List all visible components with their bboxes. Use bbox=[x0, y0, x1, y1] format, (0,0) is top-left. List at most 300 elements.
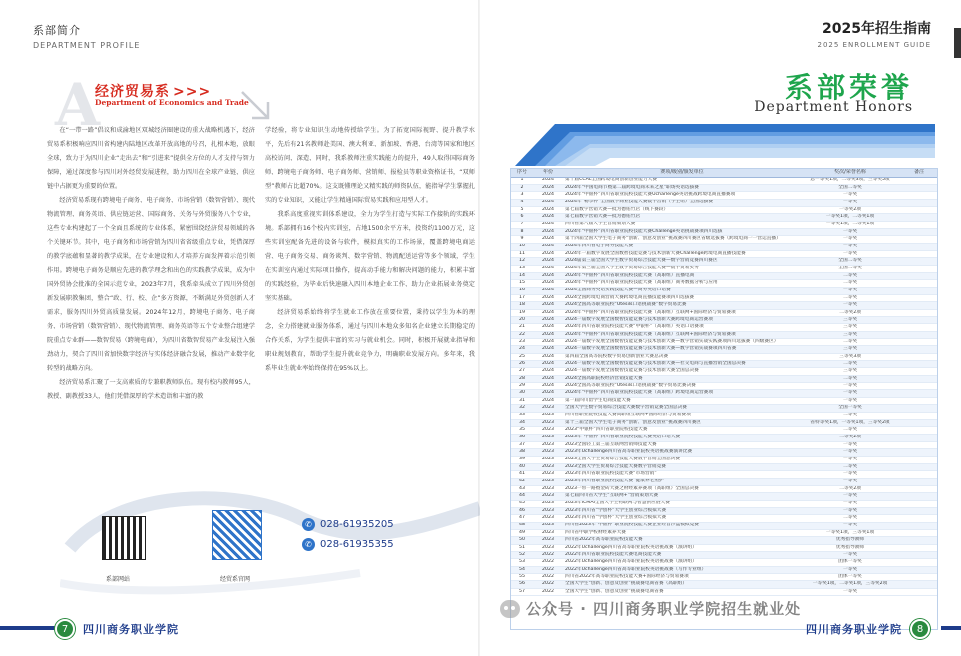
table-cell: 47 bbox=[511, 515, 533, 522]
table-cell bbox=[899, 250, 938, 257]
table-row bbox=[511, 243, 938, 250]
table-cell: 2023 bbox=[533, 522, 563, 529]
intro-paragraph: 经济贸易系汇聚了一支高素质的专兼职教师队伍。现有校内教师95人，教授、副教授33人，他们凭借深厚的学术造诣和丰富的教 bbox=[47, 379, 255, 400]
table-row bbox=[511, 463, 938, 470]
table-cell bbox=[899, 412, 938, 419]
table-cell: 优秀指导教师 bbox=[801, 537, 899, 544]
table-cell: 一等奖 bbox=[801, 522, 899, 529]
table-row bbox=[511, 522, 938, 529]
table-cell: 2024年“中国电商节暨第二届跨境电商未来之星”职场英语选拔赛 bbox=[563, 184, 801, 191]
table-cell: 第十届CCAL全国跨境电商创新创业能力大赛 bbox=[563, 177, 801, 184]
table-cell bbox=[899, 449, 938, 456]
table-cell: 三等奖 bbox=[801, 324, 899, 331]
table-cell: 第七届数字营销大赛—抵为德佑竹店 bbox=[563, 214, 801, 221]
table-cell: 2024年一届数字发展全国数智技能竞赛与技术创新大赛Challenge跨境电商直播技能赛 bbox=[563, 250, 801, 257]
table-row bbox=[511, 375, 938, 382]
table-row bbox=[511, 228, 938, 235]
table-cell: 2024 bbox=[533, 214, 563, 221]
table-cell: 一等奖 bbox=[801, 287, 899, 294]
table-cell: 团体一等奖 bbox=[801, 574, 899, 581]
table-cell: 34 bbox=[511, 419, 533, 426]
table-cell: 2024 bbox=[533, 243, 563, 250]
table-cell: 52 bbox=[511, 552, 533, 559]
table-cell: 四川省2022年高等职业院校技能大赛 bbox=[563, 537, 801, 544]
table-cell: 31 bbox=[511, 397, 533, 404]
table-row bbox=[511, 544, 938, 551]
table-cell: 37 bbox=[511, 441, 533, 448]
page-number-right: 8 bbox=[910, 619, 930, 639]
table-cell: 2023 bbox=[533, 485, 563, 492]
table-row bbox=[511, 317, 938, 324]
table-row bbox=[511, 383, 938, 390]
table-cell: 2023全国大学生贸易综合技能大赛数字营销全国总决赛 bbox=[563, 456, 801, 463]
table-cell: 46 bbox=[511, 507, 533, 514]
table-cell: 2022年Uchallenge四川省高等职业院校英语挑战赛（演讲组） bbox=[563, 559, 801, 566]
table-cell bbox=[899, 346, 938, 353]
table-cell: 全国二等奖 bbox=[801, 258, 899, 265]
table-cell: 三等奖 bbox=[801, 346, 899, 353]
right-header-subtitle: 2025 ENROLLMENT GUIDE bbox=[817, 41, 931, 49]
right-page bbox=[480, 0, 961, 656]
table-cell: 2022 bbox=[533, 552, 563, 559]
table-cell: 2024 bbox=[533, 236, 563, 243]
phone-icon: ✆ bbox=[302, 518, 315, 531]
table-cell: 2023 bbox=[533, 441, 563, 448]
table-cell: 2023 bbox=[533, 463, 563, 470]
table-cell: 2024年“中银杯”四川省职业院校技能大赛（高职组）跨境电商运营赛项 bbox=[563, 390, 801, 397]
table-cell: 2023年四川省职业院校技能大赛“健康养老照护” bbox=[563, 478, 801, 485]
table-row bbox=[511, 250, 938, 257]
column-header: 奖次/荣誉名称 bbox=[801, 169, 899, 177]
table-row bbox=[511, 405, 938, 412]
table-cell: 一等奖 bbox=[801, 383, 899, 390]
phone-number-1[interactable]: 028-61935205 bbox=[320, 519, 394, 530]
table-cell: 22 bbox=[511, 331, 533, 338]
table-row bbox=[511, 588, 938, 595]
table-cell: 2024 bbox=[533, 383, 563, 390]
table-cell: 三等奖 bbox=[801, 317, 899, 324]
table-cell: 27 bbox=[511, 368, 533, 375]
table-cell: 三等奖3项 bbox=[801, 353, 899, 360]
wechat-watermark bbox=[500, 598, 801, 619]
table-cell: 一等奖 bbox=[801, 566, 899, 573]
table-cell: 2024 bbox=[533, 331, 563, 338]
table-cell: 一等奖1项，二等奖1项，三等奖2项 bbox=[801, 581, 899, 588]
table-cell: 2024一届数字发展全国数智技能竞赛与技术创新大赛—数字营销实战赛项四川省赛 bbox=[563, 346, 801, 353]
table-cell: 32 bbox=[511, 405, 533, 412]
table-cell bbox=[899, 192, 938, 199]
table-cell: 全国大学生“创新、创意及创业”挑战赛电商省赛（高职组） bbox=[563, 581, 801, 588]
table-cell: 13 bbox=[511, 265, 533, 272]
table-cell: 一等奖 bbox=[801, 199, 899, 206]
honors-ribbon-decoration bbox=[515, 118, 935, 166]
phone-number-2[interactable]: 028-61935355 bbox=[320, 539, 394, 550]
table-cell: 二等奖2项 bbox=[801, 485, 899, 492]
table-cell: 2024一届数字发展全国数智技能竞赛与技术创新大赛—社交电商与直播营销全国总决赛 bbox=[563, 361, 801, 368]
table-cell: 57 bbox=[511, 588, 533, 595]
table-cell bbox=[899, 184, 938, 191]
table-cell bbox=[899, 507, 938, 514]
table-row bbox=[511, 309, 938, 316]
table-cell: 7 bbox=[511, 221, 533, 228]
table-cell: 2022年四川省职业院校技能大赛电商技能大赛 bbox=[563, 552, 801, 559]
table-cell: 一等奖 bbox=[801, 500, 899, 507]
table-row bbox=[511, 331, 938, 338]
table-cell bbox=[899, 295, 938, 302]
table-cell bbox=[899, 515, 938, 522]
table-row bbox=[511, 456, 938, 463]
table-row bbox=[511, 449, 938, 456]
table-cell: 35 bbox=[511, 427, 533, 434]
table-cell: 四川省中职学校财经素养大赛 bbox=[563, 530, 801, 537]
table-cell: 36 bbox=[511, 434, 533, 441]
table-cell: 四川省第八届大学生营销策划大赛 bbox=[563, 221, 801, 228]
table-cell: 2024 bbox=[533, 361, 563, 368]
table-cell: 2024 bbox=[533, 339, 563, 346]
table-cell: 41 bbox=[511, 471, 533, 478]
table-row bbox=[511, 419, 938, 426]
table-cell: 2024年“中银杯”四川省职业院校技能大赛（高职组）直播电商 bbox=[563, 272, 801, 279]
school-name-right: 四川商务职业学院 bbox=[806, 623, 902, 636]
table-cell bbox=[899, 574, 938, 581]
table-cell: 2023 bbox=[533, 412, 563, 419]
table-row bbox=[511, 559, 938, 566]
table-cell: 三等奖 bbox=[801, 368, 899, 375]
table-cell: 第四届全国高等院校数字贸易创新创业大赛总决赛 bbox=[563, 353, 801, 360]
column-header: 序号 bbox=[511, 169, 533, 177]
table-cell bbox=[899, 228, 938, 235]
table-cell bbox=[899, 463, 938, 470]
table-cell bbox=[899, 280, 938, 287]
watermark-text: 公众号 · 四川商务职业学院招生就业处 bbox=[526, 600, 802, 618]
table-cell: 2023 bbox=[533, 456, 563, 463]
table-cell: 2024 bbox=[533, 228, 563, 235]
table-cell: 2022 bbox=[533, 559, 563, 566]
intro-paragraph: 学经验，将专业知识生动地传授给学生。为了拓宽国际视野、提升教学水平，先后有21名教师赴美国、澳大利亚、新加坡、香港、台湾等国家和地区高校访问、深造、同时，我系教师注重实践能力的提升，49人取得国际商务师、跨境电子商务师、电子商务师、营销师、报检员等职业资格证书，“双师型”教师占比超70%。这支既懂理论又精实践的师资队伍，能指导学生掌握扎实的专业知识，又能让学生精通国际贸易实践和应用型人才。 bbox=[265, 127, 475, 204]
table-cell: 29 bbox=[511, 383, 533, 390]
table-cell: 2023 bbox=[533, 449, 563, 456]
header-tab-marker bbox=[954, 28, 961, 58]
table-cell: 2023 bbox=[533, 515, 563, 522]
table-cell: 23 bbox=[511, 339, 533, 346]
table-cell: 全国一等奖 bbox=[801, 405, 899, 412]
honors-table bbox=[511, 169, 938, 596]
table-cell: 总一等奖1项，二等奖3项，三等奖5项 bbox=[801, 177, 899, 184]
table-cell bbox=[899, 581, 938, 588]
table-cell: 一等奖1项，三等奖1项 bbox=[801, 530, 899, 537]
table-cell bbox=[899, 537, 938, 544]
table-row bbox=[511, 221, 938, 228]
table-row bbox=[511, 236, 938, 243]
table-cell: 9 bbox=[511, 236, 533, 243]
table-cell: 2024年“畅享杯”全国数字商业技能大赛数字营销（学生组）全国选拔赛 bbox=[563, 199, 801, 206]
table-row bbox=[511, 427, 938, 434]
table-cell: 2024一届数字发展全国数智技能竞赛与技术创新大赛跨境电商运营赛项 bbox=[563, 317, 801, 324]
table-cell: 二等奖 bbox=[801, 361, 899, 368]
table-cell: 2023年Uchallenge四川省高等职业院校英语挑战赛演讲比赛 bbox=[563, 449, 801, 456]
table-cell: 12 bbox=[511, 258, 533, 265]
table-row bbox=[511, 346, 938, 353]
table-cell: 21 bbox=[511, 324, 533, 331]
table-cell bbox=[899, 390, 938, 397]
table-cell: 2023“中银杯”四川省职业院校技能大赛 bbox=[563, 427, 801, 434]
table-cell: 44 bbox=[511, 493, 533, 500]
table-row bbox=[511, 258, 938, 265]
table-cell: 30 bbox=[511, 390, 533, 397]
table-row bbox=[511, 552, 938, 559]
table-row bbox=[511, 390, 938, 397]
table-cell: 2024全国高等职业院校“Utesils口语挑战赛”数字贸易比赛 bbox=[563, 302, 801, 309]
table-row bbox=[511, 361, 938, 368]
table-cell: 2024 bbox=[533, 280, 563, 287]
table-cell: 一等奖1项，二等奖1项 bbox=[801, 214, 899, 221]
table-cell: 2024 bbox=[533, 346, 563, 353]
table-cell: 一等奖2项 bbox=[801, 206, 899, 213]
table-cell bbox=[899, 324, 938, 331]
table-row bbox=[511, 280, 938, 287]
table-cell: 二等奖 bbox=[801, 339, 899, 346]
table-cell: 2023 bbox=[533, 493, 563, 500]
table-row bbox=[511, 324, 938, 331]
table-row bbox=[511, 295, 938, 302]
table-cell: 2024届第三届全国大学生数字贸易综合技能大赛—数字营销竞赛四川赛区 bbox=[563, 258, 801, 265]
table-cell: 8 bbox=[511, 228, 533, 235]
department-letter-mark: A bbox=[55, 71, 101, 139]
table-cell: 14 bbox=[511, 272, 533, 279]
table-cell: 16 bbox=[511, 287, 533, 294]
table-cell: 2024 bbox=[533, 258, 563, 265]
qr2-label: 经贸系官网 bbox=[220, 576, 251, 583]
table-cell: 一等奖 bbox=[801, 228, 899, 235]
table-cell: 第十四届全国大学生电子商务“创新、创意及创业”挑战赛四川赛区省级选拔赛（跨境电商一一营运直播） bbox=[563, 236, 801, 243]
table-cell bbox=[899, 559, 938, 566]
table-cell: 2023 bbox=[533, 478, 563, 485]
left-page bbox=[0, 0, 480, 656]
table-cell: 43 bbox=[511, 485, 533, 492]
phone-contact-2 bbox=[302, 538, 394, 551]
table-cell: 40 bbox=[511, 463, 533, 470]
table-cell: 2024 bbox=[533, 221, 563, 228]
table-cell: 团体一等奖 bbox=[801, 559, 899, 566]
left-header bbox=[33, 22, 140, 50]
table-cell: 2023 bbox=[533, 500, 563, 507]
table-cell: 17 bbox=[511, 295, 533, 302]
table-row bbox=[511, 500, 938, 507]
table-cell bbox=[899, 302, 938, 309]
honors-table-container[interactable] bbox=[510, 168, 938, 630]
table-cell: 2024一届数字发展全国数智技能竞赛与技术创新大赛全国总决赛 bbox=[563, 368, 801, 375]
table-cell: 55 bbox=[511, 574, 533, 581]
table-cell: 全国二等奖 bbox=[801, 265, 899, 272]
table-cell: 2024 bbox=[533, 287, 563, 294]
table-row bbox=[511, 581, 938, 588]
table-cell: 四川省职业院校技能大赛高职组互联网+国际经济与贸易赛项 bbox=[563, 412, 801, 419]
table-row bbox=[511, 302, 938, 309]
honors-table-body bbox=[511, 177, 938, 596]
table-cell: 二等奖 bbox=[801, 427, 899, 434]
table-row bbox=[511, 471, 938, 478]
right-footer bbox=[730, 618, 930, 640]
table-cell: 2024年四川省职业院校技能大赛“中银杯”（高职组）英语口语赛项 bbox=[563, 324, 801, 331]
table-cell bbox=[899, 566, 938, 573]
footer-stripe-right bbox=[941, 626, 961, 630]
table-row bbox=[511, 493, 938, 500]
intro-paragraph: 在“一带一路”倡议和成渝地区双城经济圈建设的重大战略机遇下，经济贸易系积极响应四川省构建内陆地区改革开放高地的号召，扎根本地，放眼全球，致力于为四川企业“走出去”和“引进来”提供全方位的人才支持与智力保障，通过深度参与四川对外经贸发展进程，助力四川在全球产业链、供应链中占据更为重要的位置。 bbox=[47, 127, 255, 190]
table-cell: 19 bbox=[511, 309, 533, 316]
table-cell bbox=[899, 309, 938, 316]
table-cell: 11 bbox=[511, 250, 533, 257]
table-row bbox=[511, 434, 938, 441]
intro-paragraph: 经济贸易系始终将学生就业工作放在重要位置，秉持以学生为本的理念，全力搭建就业服务体系，通过与四川本地众多知名企业建立长期稳定的合作关系，为学生提供丰富的实习与就业机会。同时，积极开展就业指导和职业规划教育，帮助学生提升就业竞争力，明确职业发展方向。多年来，我系毕业生就业率始终保持在95%以上。 bbox=[265, 309, 475, 372]
table-cell: 2024 bbox=[533, 272, 563, 279]
table-cell: 第十三届全国大学生电子商务“创新、创意及创业”挑战赛四川赛区 bbox=[563, 419, 801, 426]
table-cell: 一等奖 bbox=[801, 192, 899, 199]
table-cell: 2023 bbox=[533, 405, 563, 412]
table-row bbox=[511, 214, 938, 221]
intro-paragraph: 我系高度重视实训体系建设，全力为学生打造与实际工作接轨的实践环境。系部拥有16个校内实训室，占地1500余平方米，投资约1100万元，这些实训室配备先进的设备与软件，模拟真实的工作场景，覆盖跨境电商运营、电子商务交易、商务谈判、数字营销、物流配送运营等多个领域，学生在实训室内通过实际项目操作，提高动手能力和解决问题的能力，积累丰富的实践经验，为毕业后快速融入四川本地企业工作、助力企业拓展业务奠定坚实基础。 bbox=[265, 211, 475, 302]
department-name: 经济贸易系 bbox=[95, 84, 170, 100]
table-cell bbox=[899, 456, 938, 463]
table-cell: 2022 bbox=[533, 588, 563, 595]
table-cell: 优秀指导教师 bbox=[801, 544, 899, 551]
department-name-en: Department of Economics and Trade bbox=[95, 98, 249, 107]
table-cell: 2023全国大学生贸易综合技能大赛数字营销竞赛 bbox=[563, 463, 801, 470]
table-cell: 2024 bbox=[533, 192, 563, 199]
table-cell: 45 bbox=[511, 500, 533, 507]
table-cell: 2024一届数字发展全国数智技能竞赛与技术创新大赛—数字营销实战实践赛项四川选拔赛（四级赛区） bbox=[563, 339, 801, 346]
table-cell: 2023一带一路暨金砖大赛之财经素养赛项（高职组）全国总决赛 bbox=[563, 485, 801, 492]
page-number-left: 7 bbox=[55, 619, 75, 639]
footer-stripe-left bbox=[0, 626, 55, 630]
table-cell: 二等奖 bbox=[801, 280, 899, 287]
official-account-qr-code[interactable] bbox=[212, 510, 262, 560]
table-row bbox=[511, 507, 938, 514]
wechat-icon bbox=[500, 600, 520, 618]
table-cell: 53 bbox=[511, 559, 533, 566]
table-cell: 2 bbox=[511, 184, 533, 191]
right-header bbox=[818, 18, 932, 49]
table-cell: 2023年四川省“学创杯”大学生创业综合模拟大赛 bbox=[563, 507, 801, 514]
table-cell bbox=[899, 331, 938, 338]
table-cell bbox=[899, 339, 938, 346]
table-cell: 一等奖 bbox=[801, 478, 899, 485]
intro-paragraph: 经济贸易系现有跨境电子商务、电子商务、市场营销（数智营销）、现代物流管理、商务英语、供应链运营、国际商务、关务与外贸服务八个专业，这些专业构建起了一个全面且系统的专业体系，紧密围绕经济贸易领域的各个关键环节。其中，电子商务和市场营销为四川省省级重点专业，凭借深厚的教学底蕴和显著的教学成果，在专业建设和人才培养方面发挥着示范引领作用。跨境电子商务是顺应先进的教学理念和出色的实践教学成果，成为中国外贸协会批准的全国示范专业，2023年7月，我系牵头成立了四川外贸创新发展职教集团，整合“政、行、校、企”多方资源，不断满足外贸创新人才需求，服务四川外贸高质量发展。2024年12月，跨境电子商务、电子商务、市场营销（数智营销）、现代物流管理、商务英语等五个专业整合组建学院重点专业群——数智贸易（跨境电商），为四川省数智贸易产业发展注入强劲动力，契合了四川省加快数字经济与实体经济融合发展，推动产业数字化转型的战略方向。 bbox=[47, 197, 255, 372]
table-cell: 56 bbox=[511, 581, 533, 588]
table-cell: 33 bbox=[511, 412, 533, 419]
table-row bbox=[511, 478, 938, 485]
table-cell: 一等奖 bbox=[801, 471, 899, 478]
table-cell: 2023 bbox=[533, 427, 563, 434]
table-cell: 2024 bbox=[533, 390, 563, 397]
table-row bbox=[511, 574, 938, 581]
table-cell bbox=[899, 214, 938, 221]
table-cell: 全国大学生“创新、创意及创业”挑战赛电商省赛 bbox=[563, 588, 801, 595]
table-cell: 38 bbox=[511, 449, 533, 456]
table-cell: 39 bbox=[511, 456, 533, 463]
phone-contact-1 bbox=[302, 518, 394, 531]
table-cell: 2024 bbox=[533, 250, 563, 257]
table-cell bbox=[899, 397, 938, 404]
table-cell: 6 bbox=[511, 214, 533, 221]
table-cell: 2022年Uchallenge四川省高等职业院校英语挑战赛（写作专业组） bbox=[563, 566, 801, 573]
table-cell bbox=[899, 287, 938, 294]
department-website-qr-code[interactable] bbox=[102, 516, 146, 560]
table-row bbox=[511, 184, 938, 191]
table-cell: 42 bbox=[511, 478, 533, 485]
table-cell: 24 bbox=[511, 346, 533, 353]
table-row bbox=[511, 265, 938, 272]
table-cell: 49 bbox=[511, 530, 533, 537]
table-cell: 省特等奖1项，一等奖1项，三等奖2项 bbox=[801, 419, 899, 426]
table-cell: 2023 bbox=[533, 471, 563, 478]
table-cell bbox=[899, 500, 938, 507]
table-cell: 51 bbox=[511, 544, 533, 551]
table-cell: 2024年“中银杯”四川省职业院校技能大赛Challenge英语挑战赛项四川选拔 bbox=[563, 228, 801, 235]
table-cell: 一等奖 bbox=[801, 397, 899, 404]
right-header-title: 2025年招生指南 bbox=[822, 21, 931, 37]
table-cell: 2022年Uchallenge四川省高等职业院校英语挑战赛（演讲组） bbox=[563, 544, 801, 551]
school-name-left: 四川商务职业学院 bbox=[83, 623, 179, 636]
table-cell: 26 bbox=[511, 361, 533, 368]
table-cell bbox=[899, 272, 938, 279]
table-cell: 三等奖 bbox=[801, 331, 899, 338]
table-cell: 2024 bbox=[533, 199, 563, 206]
table-cell: 二等奖 bbox=[801, 375, 899, 382]
table-cell bbox=[899, 353, 938, 360]
table-cell: 一等奖 bbox=[801, 588, 899, 595]
table-cell: 18 bbox=[511, 302, 533, 309]
table-cell: 第七届数字营销大赛—抵为德佑竹店（线下赛段） bbox=[563, 206, 801, 213]
table-cell: 2023 bbox=[533, 434, 563, 441]
table-cell: 2024 bbox=[533, 177, 563, 184]
contact-band bbox=[60, 488, 480, 600]
table-cell: 一等奖 bbox=[801, 493, 899, 500]
table-cell bbox=[899, 471, 938, 478]
qr1-label: 系部网站 bbox=[106, 576, 131, 583]
table-cell: 2024 bbox=[533, 375, 563, 382]
table-row bbox=[511, 441, 938, 448]
table-cell: 2024全国高职院校经济营销技能大赛 bbox=[563, 375, 801, 382]
table-cell bbox=[899, 265, 938, 272]
table-cell: 2022 bbox=[533, 574, 563, 581]
table-cell: 5 bbox=[511, 206, 533, 213]
table-row bbox=[511, 397, 938, 404]
intro-column-right bbox=[265, 124, 475, 376]
table-cell: 四川省2023年“中银杯”职业院校技能大赛企业经营沙盘模拟竞赛 bbox=[563, 522, 801, 529]
table-cell: 2024年四川省电子商务技能大赛 bbox=[563, 243, 801, 250]
table-cell bbox=[899, 317, 938, 324]
table-cell: 1 bbox=[511, 177, 533, 184]
table-cell: 一等奖 bbox=[801, 456, 899, 463]
table-cell: 二等奖 bbox=[801, 295, 899, 302]
table-row bbox=[511, 566, 938, 573]
table-cell: 2024 bbox=[533, 265, 563, 272]
corner-arrow-icon bbox=[238, 88, 272, 122]
table-cell: 54 bbox=[511, 566, 533, 573]
table-row bbox=[511, 368, 938, 375]
table-cell bbox=[899, 522, 938, 529]
table-cell: 2024全国跨境电商营销大赛跨境电商直播技能赛项四川选拔赛 bbox=[563, 295, 801, 302]
table-cell: 15 bbox=[511, 280, 533, 287]
honors-title-en: Department Honors bbox=[754, 99, 913, 115]
table-cell bbox=[899, 427, 938, 434]
table-cell: 2023年“中银杯”四川省职业院校技能大赛英语口语大赛 bbox=[563, 434, 801, 441]
table-cell bbox=[899, 552, 938, 559]
table-cell bbox=[899, 221, 938, 228]
table-cell: 2024 bbox=[533, 317, 563, 324]
table-cell: 一等奖 bbox=[801, 250, 899, 257]
table-row bbox=[511, 199, 938, 206]
